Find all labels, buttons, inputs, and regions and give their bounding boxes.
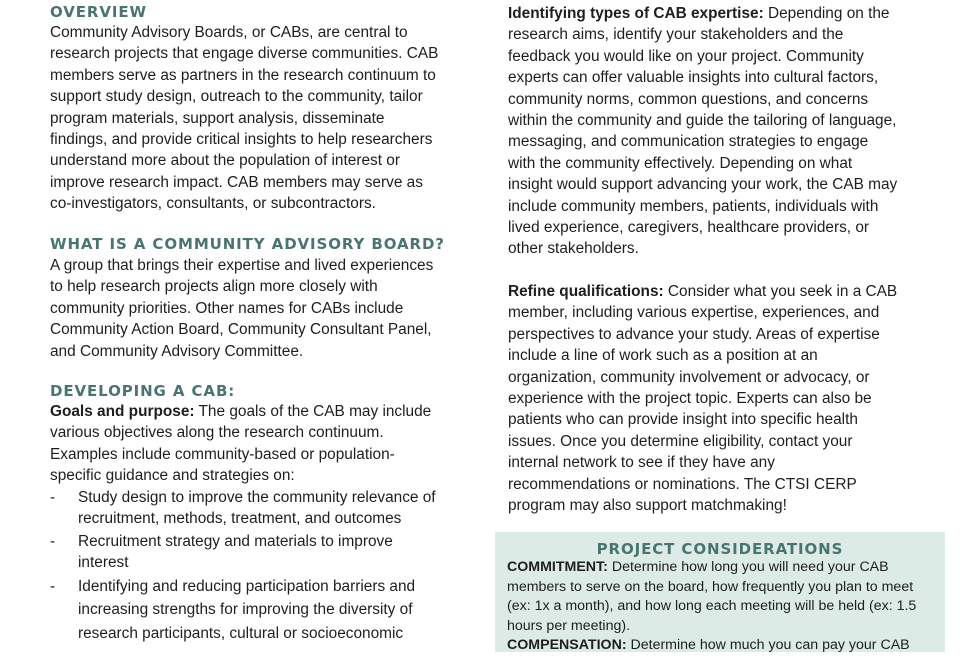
- project-considerations-box: [495, 532, 945, 652]
- what-is-cab-paragraph: A group that brings their expertise and lived experiences to help research projects align more closely with community priorities. Other names for CABs include Community Action Board, Community Consultant Panel, and Community Advisory Committee.: [50, 257, 434, 360]
- refine-qualifications-label: Refine qualifications:: [508, 283, 664, 300]
- cab-expertise-body: Depending on the research aims, identify your stakeholders and the feedback you would like on your project. Community experts can offer valuable insights into cultural factors, community norms, common questions, and concerns within the community and guide the tailoring of language, messaging, and communication strategies to engage with the community effectively. Depending on what insight would support advancing your work, the CAB may include community members, patients, individuals with lived experience, caregivers, healthcare providers, or other stakeholders.: [508, 5, 898, 258]
- bullet-marker: -: [50, 532, 56, 550]
- goals-body: The goals of the CAB may include various objectives along the research continuum. Examples include community-based or population- specific guidance and strategies on:: [50, 403, 432, 485]
- list-item-text: Recruitment strategy and materials to improve interest: [78, 532, 393, 572]
- list-item-text: Identifying and reducing participation barriers and increasing strengths for improving the diversity of research participants, cultural or socioeconomic: [78, 577, 416, 642]
- refine-qualifications-paragraph: [508, 281, 918, 516]
- list-item: [50, 575, 455, 646]
- commitment-label: COMMITMENT:: [507, 559, 608, 575]
- compensation-label: COMPENSATION:: [507, 637, 627, 653]
- goals-label: Goals and purpose:: [50, 403, 195, 420]
- commitment-body: Determine how long you will need your CAB members to serve on the board, how frequently you plan to meet (ex: 1x a month), and how long each meeting will be held (ex: 1.5 hours per meeting).: [507, 559, 917, 634]
- bullet-marker: -: [50, 489, 56, 506]
- bullet-marker: -: [50, 577, 56, 595]
- developing-cab-heading: DEVELOPING A CAB:: [50, 382, 236, 400]
- overview-paragraph: Community Advisory Boards, or CABs, are central to research projects that engage diverse communities. CAB members serve as partners in the research continuum to support study design, outreach to the community, tailor program materials, support analysis, disseminate findings, and provide critical insights to help researchers understand more about the population of interest or improve research impact. CAB members may serve as co-investigators, consultants, or subcontractors.: [50, 24, 439, 213]
- list-item-text: Study design to improve the community relevance of recruitment, methods, treatment, and outcomes: [78, 489, 436, 528]
- project-considerations-text: [507, 558, 932, 656]
- project-considerations-heading: PROJECT CONSIDERATIONS: [596, 540, 844, 558]
- overview-heading: OVERVIEW: [50, 3, 147, 21]
- cab-expertise-label: Identifying types of CAB expertise:: [508, 5, 764, 22]
- compensation-body: Determine how much you can pay your CAB: [626, 637, 910, 653]
- list-item: [50, 531, 455, 574]
- list-item: [50, 487, 455, 530]
- cab-expertise-paragraph: [508, 3, 918, 260]
- goals-paragraph: [50, 401, 431, 487]
- refine-qualifications-body: Consider what you seek in a CAB member, including various expertise, experiences, and perspectives to advance your study. Areas of expertise include a line of work such as a position at an organization, community involvement or advocacy, or experience with the project topic. Experts can also be patients who can provide insight into specific health issues. Once you determine eligibility, contact your internal network to see if they have any recommendations or nominations. The CTSI CERP program may also support matchmaking!: [508, 283, 898, 515]
- goals-bullet-list: [50, 487, 455, 646]
- what-is-cab-heading: WHAT IS A COMMUNITY ADVISORY BOARD?: [50, 235, 445, 253]
